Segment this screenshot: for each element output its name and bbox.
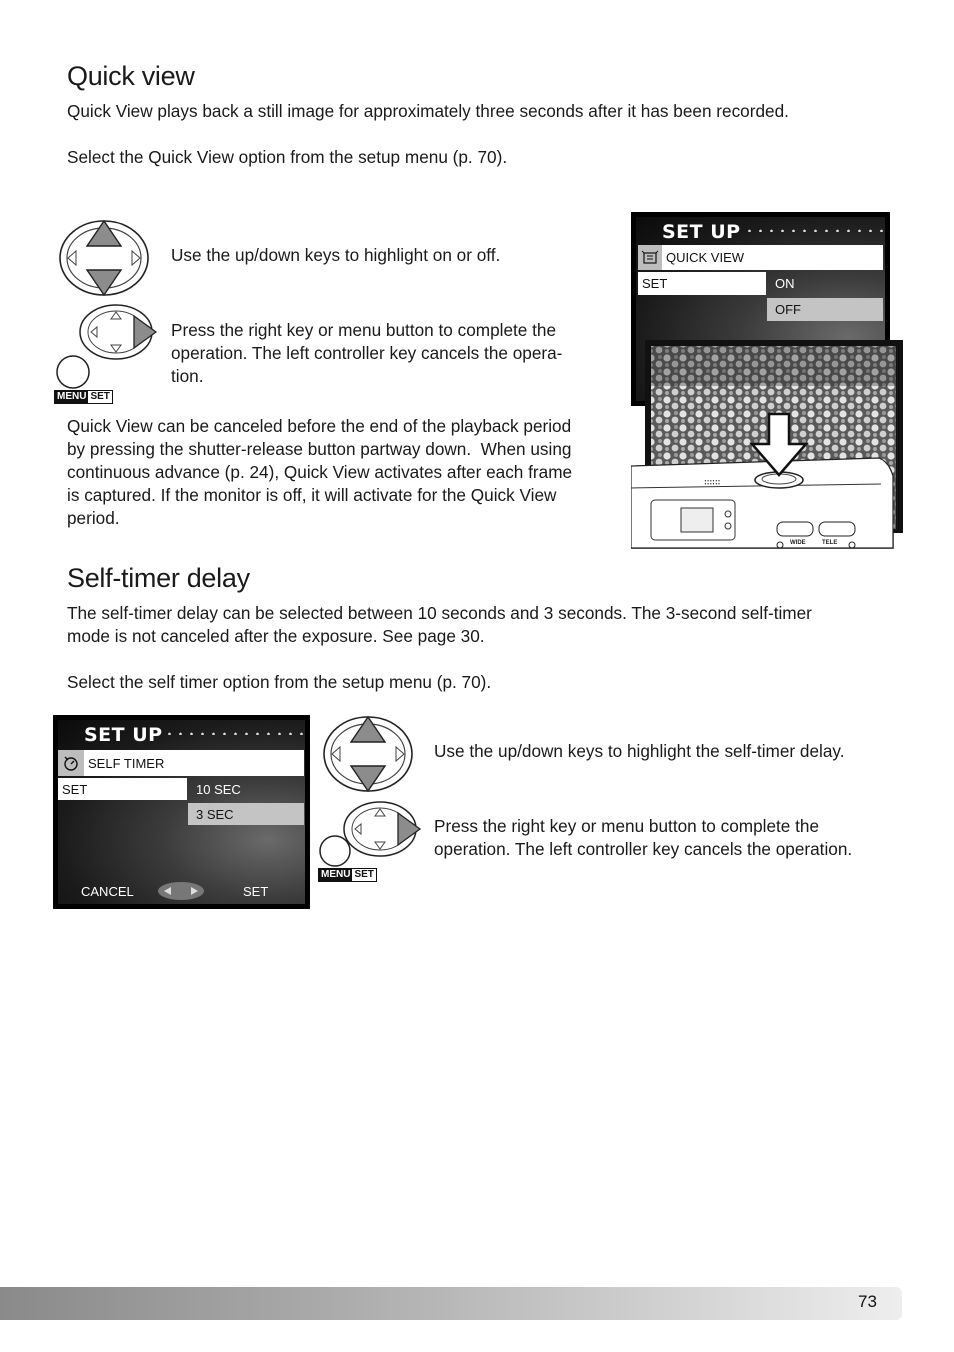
footer-bar xyxy=(0,1287,902,1320)
controller-up-down-icon xyxy=(321,714,415,794)
option-3-sec[interactable]: 3 SEC xyxy=(188,803,304,825)
quick-view-note: Quick View can be canceled before the end of the playback period by pressing the shutter-release button partway down. When using continuous advance (p. 24), Quick View activates after each frame is captured. If the monitor is off, it will activate for the Quick View period. xyxy=(67,416,573,528)
zoom-tele-label: TELE xyxy=(822,540,838,546)
quick-view-step1: Use the up/down keys to highlight on or off. xyxy=(171,245,501,265)
quick-view-icon xyxy=(638,245,662,270)
self-timer-step1: Use the up/down keys to highlight the self-timer delay. xyxy=(434,741,845,761)
controller-right-icon xyxy=(78,302,158,362)
quick-view-intro: Quick View plays back a still image for approximately three seconds after it has been recorded. xyxy=(67,101,789,121)
quick-view-step2: Press the right key or menu button to complete the operation. The left controller key cancels the opera- tion. xyxy=(171,320,563,386)
setup-item-row: QUICK VIEW xyxy=(662,245,883,270)
controller-right-icon xyxy=(342,799,422,859)
zoom-wide-label: WIDE xyxy=(790,540,806,546)
cancel-label: CANCEL xyxy=(81,884,134,899)
page-number: 73 xyxy=(858,1292,877,1311)
option-off[interactable]: OFF xyxy=(767,298,883,321)
title-dots xyxy=(744,229,884,232)
setup-title: SET UP xyxy=(84,724,163,746)
svg-text:∷∷∷: ∷∷∷ xyxy=(704,478,721,488)
self-timer-icon xyxy=(58,750,84,776)
set-label: SET xyxy=(243,884,269,899)
self-timer-intro: The self-timer delay can be selected between 10 seconds and 3 seconds. The 3-second self-timer mode is not canceled after the exposure. See page 30. xyxy=(67,603,812,646)
quick-view-heading: Quick view xyxy=(67,61,195,91)
setup-title: SET UP xyxy=(662,221,741,243)
menu-button-icon xyxy=(55,354,91,390)
title-dots xyxy=(164,732,304,735)
setup-set-label: SET xyxy=(638,272,766,295)
menu-button-icon xyxy=(318,834,352,868)
left-right-arrows-icon xyxy=(156,880,206,902)
camera-illustration xyxy=(631,340,905,550)
menu-set-label: MENU SET xyxy=(54,390,113,404)
self-timer-heading: Self-timer delay xyxy=(67,563,250,593)
quick-view-select: Select the Quick View option from the setup menu (p. 70). xyxy=(67,147,508,167)
setup-item-row: SELF TIMER xyxy=(84,750,304,776)
option-10-sec[interactable]: 10 SEC xyxy=(196,781,241,797)
menu-set-label: MENU SET xyxy=(318,868,377,882)
setup-set-label: SET xyxy=(58,778,187,800)
option-on[interactable]: ON xyxy=(775,276,795,291)
self-timer-step2: Press the right key or menu button to complete the operation. The left controller key cancels the operation. xyxy=(434,816,853,859)
self-timer-select: Select the self timer option from the setup menu (p. 70). xyxy=(67,672,492,692)
self-timer-setup-screen xyxy=(53,715,310,909)
controller-up-down-icon xyxy=(57,218,151,298)
